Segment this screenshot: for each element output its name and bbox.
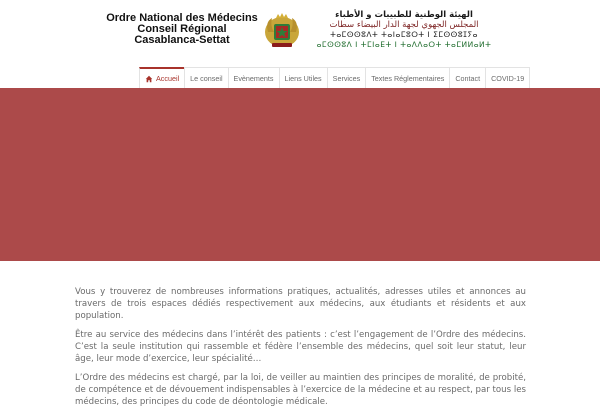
site-header (0, 0, 600, 64)
logo-tifinagh-line2: ⴰⵎⵙⵙⵓⴷ ⵏ ⵜⵎⵏⴰⴹⵜ ⵏ ⵜⴰⴷⴷⴰⵔⵜ ⵜⴰⵎⵍⵍⴰⵍⵜ (316, 40, 492, 49)
logo-fr-line2: Conseil Régional (137, 23, 227, 35)
logo-ar-line1: الهيئة الوطنية للطبيبات و الأطباء (335, 10, 473, 20)
home-icon (145, 75, 153, 83)
nav-item-accueil[interactable] (139, 67, 184, 88)
intro-paragraph-1: Vous y trouverez de nombreuses informations pratiques, actualités, adresses utiles et annonces au travers de trois espaces dédiés respectivement aux médecins, aux étudiants et résidents et aux population. (75, 287, 526, 321)
logo-ar-line2: المجلس الجهوي لجهة الدار البيضاء سطات (329, 20, 479, 30)
logo-fr-line3: Casablanca-Settat (134, 34, 230, 46)
nav-item-liens-utiles[interactable] (279, 68, 327, 88)
hero-banner (0, 88, 600, 261)
intro-content (75, 286, 526, 415)
nav-label-textes-reglementaires: Textes Réglementaires (371, 73, 445, 83)
intro-paragraph-3: L’Ordre des médecins est chargé, par la loi, de veiller au maintien des principes de moralité, de probité, de compétence et de dévouement indispensables à l’exercice de la médecine et au respect, par tous les médecins, des principes du code de déontologie médicale. (75, 373, 526, 407)
nav-label-accueil: Accueil (156, 74, 180, 83)
nav-label-services: Services (332, 73, 361, 83)
nav-label-contact: Contact (455, 73, 481, 83)
logo-french-text[interactable] (106, 13, 258, 46)
royal-emblem-icon[interactable] (262, 10, 302, 50)
nav-label-evenements: Evènements (233, 73, 274, 83)
nav-label-le-conseil: Le conseil (190, 73, 223, 83)
nav-item-covid-19[interactable] (485, 68, 530, 88)
nav-item-evenements[interactable] (228, 68, 279, 88)
nav-item-textes-reglementaires[interactable] (365, 68, 449, 88)
logo-arabic-text[interactable] (304, 10, 504, 50)
nav-item-services[interactable] (327, 68, 366, 88)
nav-label-liens-utiles: Liens Utiles (284, 73, 322, 83)
nav-item-le-conseil[interactable] (184, 68, 227, 88)
logo-fr-line1: Ordre National des Médecins (106, 12, 258, 24)
intro-paragraph-2: Être au service des médecins dans l’intérêt des patients : c’est l’engagement de l’Ordre des médecins. C’est la seule institution qui rassemble et fédère l’ensemble des médecins, quel soit leur statut, leur âge, leur mode d’exercice, leur spécialité… (75, 330, 526, 364)
nav-item-contact[interactable] (449, 68, 485, 88)
nav-label-covid-19: COVID-19 (491, 73, 525, 83)
main-navigation (139, 67, 530, 89)
logo-tifinagh-line1: ⵜⴰⵎⵙⵙⵓⴷⵜ ⵜⴰⵏⴰⵎⵓⵔⵜ ⵏ ⵉⵎⵙⵙⵓⵊⵢⴰ (330, 30, 478, 39)
